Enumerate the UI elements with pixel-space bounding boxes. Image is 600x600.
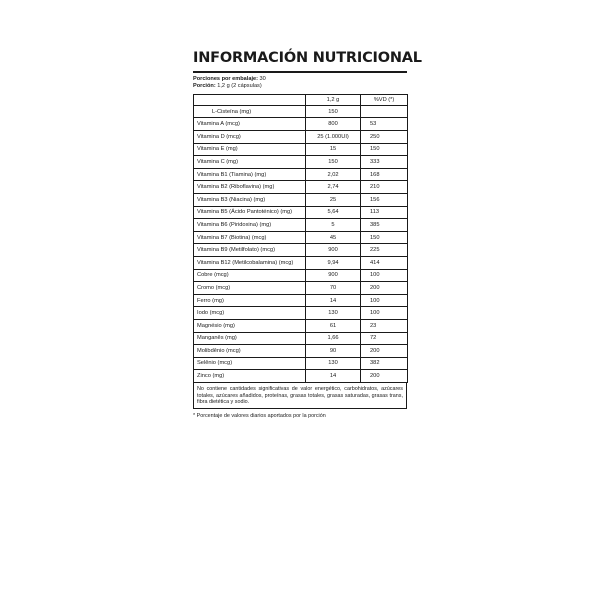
table-row — [194, 168, 408, 181]
nutrient-amount: 25 — [306, 193, 361, 206]
nutrient-vd: 200 — [361, 345, 408, 358]
portion-value: 1,2 g (2 cápsulas) — [217, 83, 262, 90]
nutrient-amount: 5 — [306, 219, 361, 232]
nutrient-name: Cromo (mcg) — [194, 282, 306, 295]
footer-disclaimer: No contiene cantidades significativas de valor energético, carbohidratos, azúcares totales, azúcares añadidos, proteínas, grasas totales, grasas saturadas, grasas trans, fibra dietética y sodio. — [193, 383, 407, 409]
nutrient-amount: 5,64 — [306, 206, 361, 219]
nutrient-name: Iodo (mcg) — [194, 307, 306, 320]
table-row — [194, 345, 408, 358]
table-row — [194, 332, 408, 345]
table-row — [194, 244, 408, 257]
nutrient-amount: 2,02 — [306, 168, 361, 181]
nutrition-table — [193, 94, 408, 383]
nutrient-vd: 250 — [361, 131, 408, 144]
nutrient-vd: 333 — [361, 156, 408, 169]
table-row — [194, 231, 408, 244]
nutrient-amount: 1,66 — [306, 332, 361, 345]
nutrient-vd: 23 — [361, 319, 408, 332]
header-empty-cell — [194, 94, 306, 105]
nutrient-amount: 900 — [306, 269, 361, 282]
nutrient-vd: 210 — [361, 181, 408, 194]
nutrient-name: Vitamina B1 (Tiamina) (mg) — [194, 168, 306, 181]
nutrient-name: Zinco (mg) — [194, 370, 306, 383]
nutrient-amount: 90 — [306, 345, 361, 358]
nutrient-amount: 9,94 — [306, 256, 361, 269]
table-row — [194, 206, 408, 219]
nutrient-amount: 900 — [306, 244, 361, 257]
nutrient-vd: 150 — [361, 143, 408, 156]
nutrient-name: Vitamina B7 (Biotina) (mcg) — [194, 231, 306, 244]
nutrient-vd: 200 — [361, 370, 408, 383]
nutrient-name: Vitamina C (mg) — [194, 156, 306, 169]
nutrient-vd: 168 — [361, 168, 408, 181]
portion-line — [193, 83, 407, 90]
nutrient-name: Selênio (mcg) — [194, 357, 306, 370]
table-row — [194, 269, 408, 282]
nutrient-amount: 14 — [306, 294, 361, 307]
nutrient-amount: 150 — [306, 156, 361, 169]
header-portion: 1,2 g — [306, 94, 361, 105]
table-header-row — [194, 94, 408, 105]
nutrient-vd: 150 — [361, 231, 408, 244]
nutrient-amount: 15 — [306, 143, 361, 156]
nutrient-name: Vitamina B9 (Metilfolato) (mcg) — [194, 244, 306, 257]
nutrient-vd — [361, 105, 408, 118]
nutrient-vd: 53 — [361, 118, 408, 131]
table-row — [194, 256, 408, 269]
nutrient-vd: 156 — [361, 193, 408, 206]
table-row — [194, 319, 408, 332]
table-row — [194, 143, 408, 156]
nutrient-name: Magnésio (mg) — [194, 319, 306, 332]
nutrient-amount: 130 — [306, 357, 361, 370]
nutrient-name: Vitamina B5 (Ácido Pantoténico) (mg) — [194, 206, 306, 219]
footnote: * Porcentaje de valores diarios aportados por la porción — [193, 413, 326, 420]
nutrient-name: L-Cisteína (mg) — [194, 105, 306, 118]
nutrient-vd: 225 — [361, 244, 408, 257]
table-row — [194, 193, 408, 206]
table-row — [194, 307, 408, 320]
nutrient-name: Manganês (mg) — [194, 332, 306, 345]
nutrient-amount: 25 (1.000UI) — [306, 131, 361, 144]
nutrient-amount: 2,74 — [306, 181, 361, 194]
nutrient-vd: 414 — [361, 256, 408, 269]
nutrient-vd: 385 — [361, 219, 408, 232]
table-row — [194, 131, 408, 144]
nutrient-amount: 130 — [306, 307, 361, 320]
table-row — [194, 118, 408, 131]
nutrient-name: Cobre (mcg) — [194, 269, 306, 282]
nutrient-name: Molibdênio (mcg) — [194, 345, 306, 358]
nutrient-vd: 100 — [361, 294, 408, 307]
servings-label: Porciones por embalaje: — [193, 76, 258, 82]
panel-title: INFORMACIÓN NUTRICIONAL — [193, 50, 407, 73]
nutrient-name: Vitamina B12 (Metilcobalamina) (mcg) — [194, 256, 306, 269]
nutrient-amount: 45 — [306, 231, 361, 244]
table-row — [194, 181, 408, 194]
nutrient-amount: 150 — [306, 105, 361, 118]
table-row — [194, 370, 408, 383]
nutrient-name: Vitamina D (mcg) — [194, 131, 306, 144]
nutrient-amount: 61 — [306, 319, 361, 332]
table-row — [194, 156, 408, 169]
nutrient-vd: 100 — [361, 307, 408, 320]
servings-value: 30 — [259, 76, 266, 82]
nutrient-vd: 113 — [361, 206, 408, 219]
table-row — [194, 105, 408, 118]
header-vd: %VD (*) — [361, 94, 408, 105]
nutrient-vd: 100 — [361, 269, 408, 282]
nutrient-name: Vitamina B2 (Riboflavina) (mg) — [194, 181, 306, 194]
nutrition-facts-panel — [193, 50, 422, 420]
portion-label: Porción: — [193, 83, 216, 90]
table-row — [194, 282, 408, 295]
nutrient-name: Vitamina A (mcg) — [194, 118, 306, 131]
nutrient-vd: 382 — [361, 357, 408, 370]
nutrient-name: Ferro (mg) — [194, 294, 306, 307]
nutrient-vd: 200 — [361, 282, 408, 295]
nutrient-amount: 800 — [306, 118, 361, 131]
nutrient-name: Vitamina B3 (Niacina) (mg) — [194, 193, 306, 206]
servings-line — [193, 76, 407, 83]
table-row — [194, 357, 408, 370]
table-row — [194, 294, 408, 307]
nutrient-vd: 72 — [361, 332, 408, 345]
nutrient-amount: 70 — [306, 282, 361, 295]
nutrient-name: Vitamina E (mg) — [194, 143, 306, 156]
nutrient-amount: 14 — [306, 370, 361, 383]
nutrient-name: Vitamina B6 (Piridoxina) (mg) — [194, 219, 306, 232]
table-row — [194, 219, 408, 232]
